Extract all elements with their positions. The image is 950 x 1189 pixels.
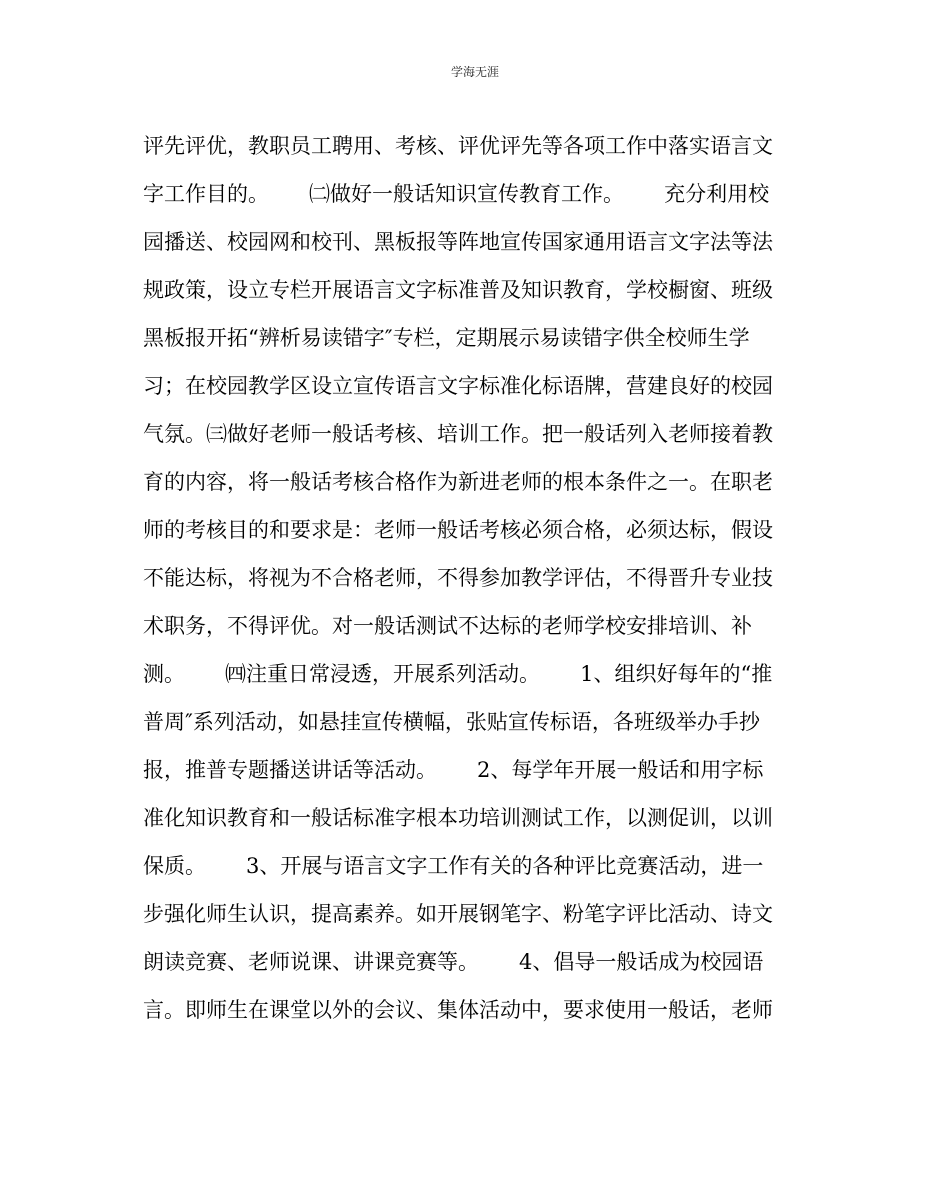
text-line: 朗读竞赛、老师说课、讲课竞赛等。 4、倡导一般话成为校园语 [143, 950, 764, 974]
text-line: 普周″系列活动，如悬挂宣传横幅，张贴宣传标语，各班级举办手抄 [143, 710, 760, 734]
page-header: 学海无涯 [450, 65, 499, 79]
text-line: 言。即师生在课堂以外的会议、集体活动中，要求使用一般话，老师 [143, 998, 773, 1022]
text-line: 步强化师生认识，提高素养。如开展钢笔字、粉笔字评比活动、诗文 [143, 902, 773, 926]
text-line: 测。 ㈣注重日常浸透，开展系列活动。 1、组织好每年的“推 [143, 662, 773, 686]
text-line: 师的考核目的和要求是：老师一般话考核必须合格，必须达标，假设 [143, 518, 773, 542]
text-line: 字工作目的。 ㈡做好一般话知识宣传教育工作。 充分利用校 [143, 182, 770, 206]
text-line: 保质。 3、开展与语言文字工作有关的各种评比竞赛活动，进一 [143, 854, 764, 878]
text-line: 术职务，不得评优。对一般话测试不达标的老师学校安排培训、补 [143, 614, 752, 638]
document-body [143, 122, 823, 1034]
text-line: 准化知识教育和一般话标准字根本功培训测试工作，以测促训，以训 [143, 806, 773, 830]
text-line: 不能达标，将视为不合格老师，不得参加教学评估，不得晋升专业技 [143, 566, 773, 590]
text-line: 黑板报开拓“辨析易读错字″专栏，定期展示易读错字供全校师生学 [143, 326, 750, 350]
text-line: 育的内容，将一般话考核合格作为新进老师的根本条件之一。在职老 [143, 470, 773, 494]
text-line: 气氛。㈢做好老师一般话考核、培训工作。把一般话列入老师接着教 [143, 422, 773, 446]
text-line: 习；在校园教学区设立宣传语言文字标准化标语牌，营建良好的校园 [143, 374, 773, 398]
text-line: 评先评优，教职员工聘用、考核、评优评先等各项工作中落实语言文 [143, 134, 773, 158]
text-line: 园播送、校园网和校刊、黑板报等阵地宣传国家通用语言文字法等法 [143, 230, 773, 254]
text-line: 报，推普专题播送讲话等活动。 2、每学年开展一般话和用字标 [143, 758, 764, 782]
text-line: 规政策，设立专栏开展语言文字标准普及知识教育，学校橱窗、班级 [143, 278, 773, 302]
